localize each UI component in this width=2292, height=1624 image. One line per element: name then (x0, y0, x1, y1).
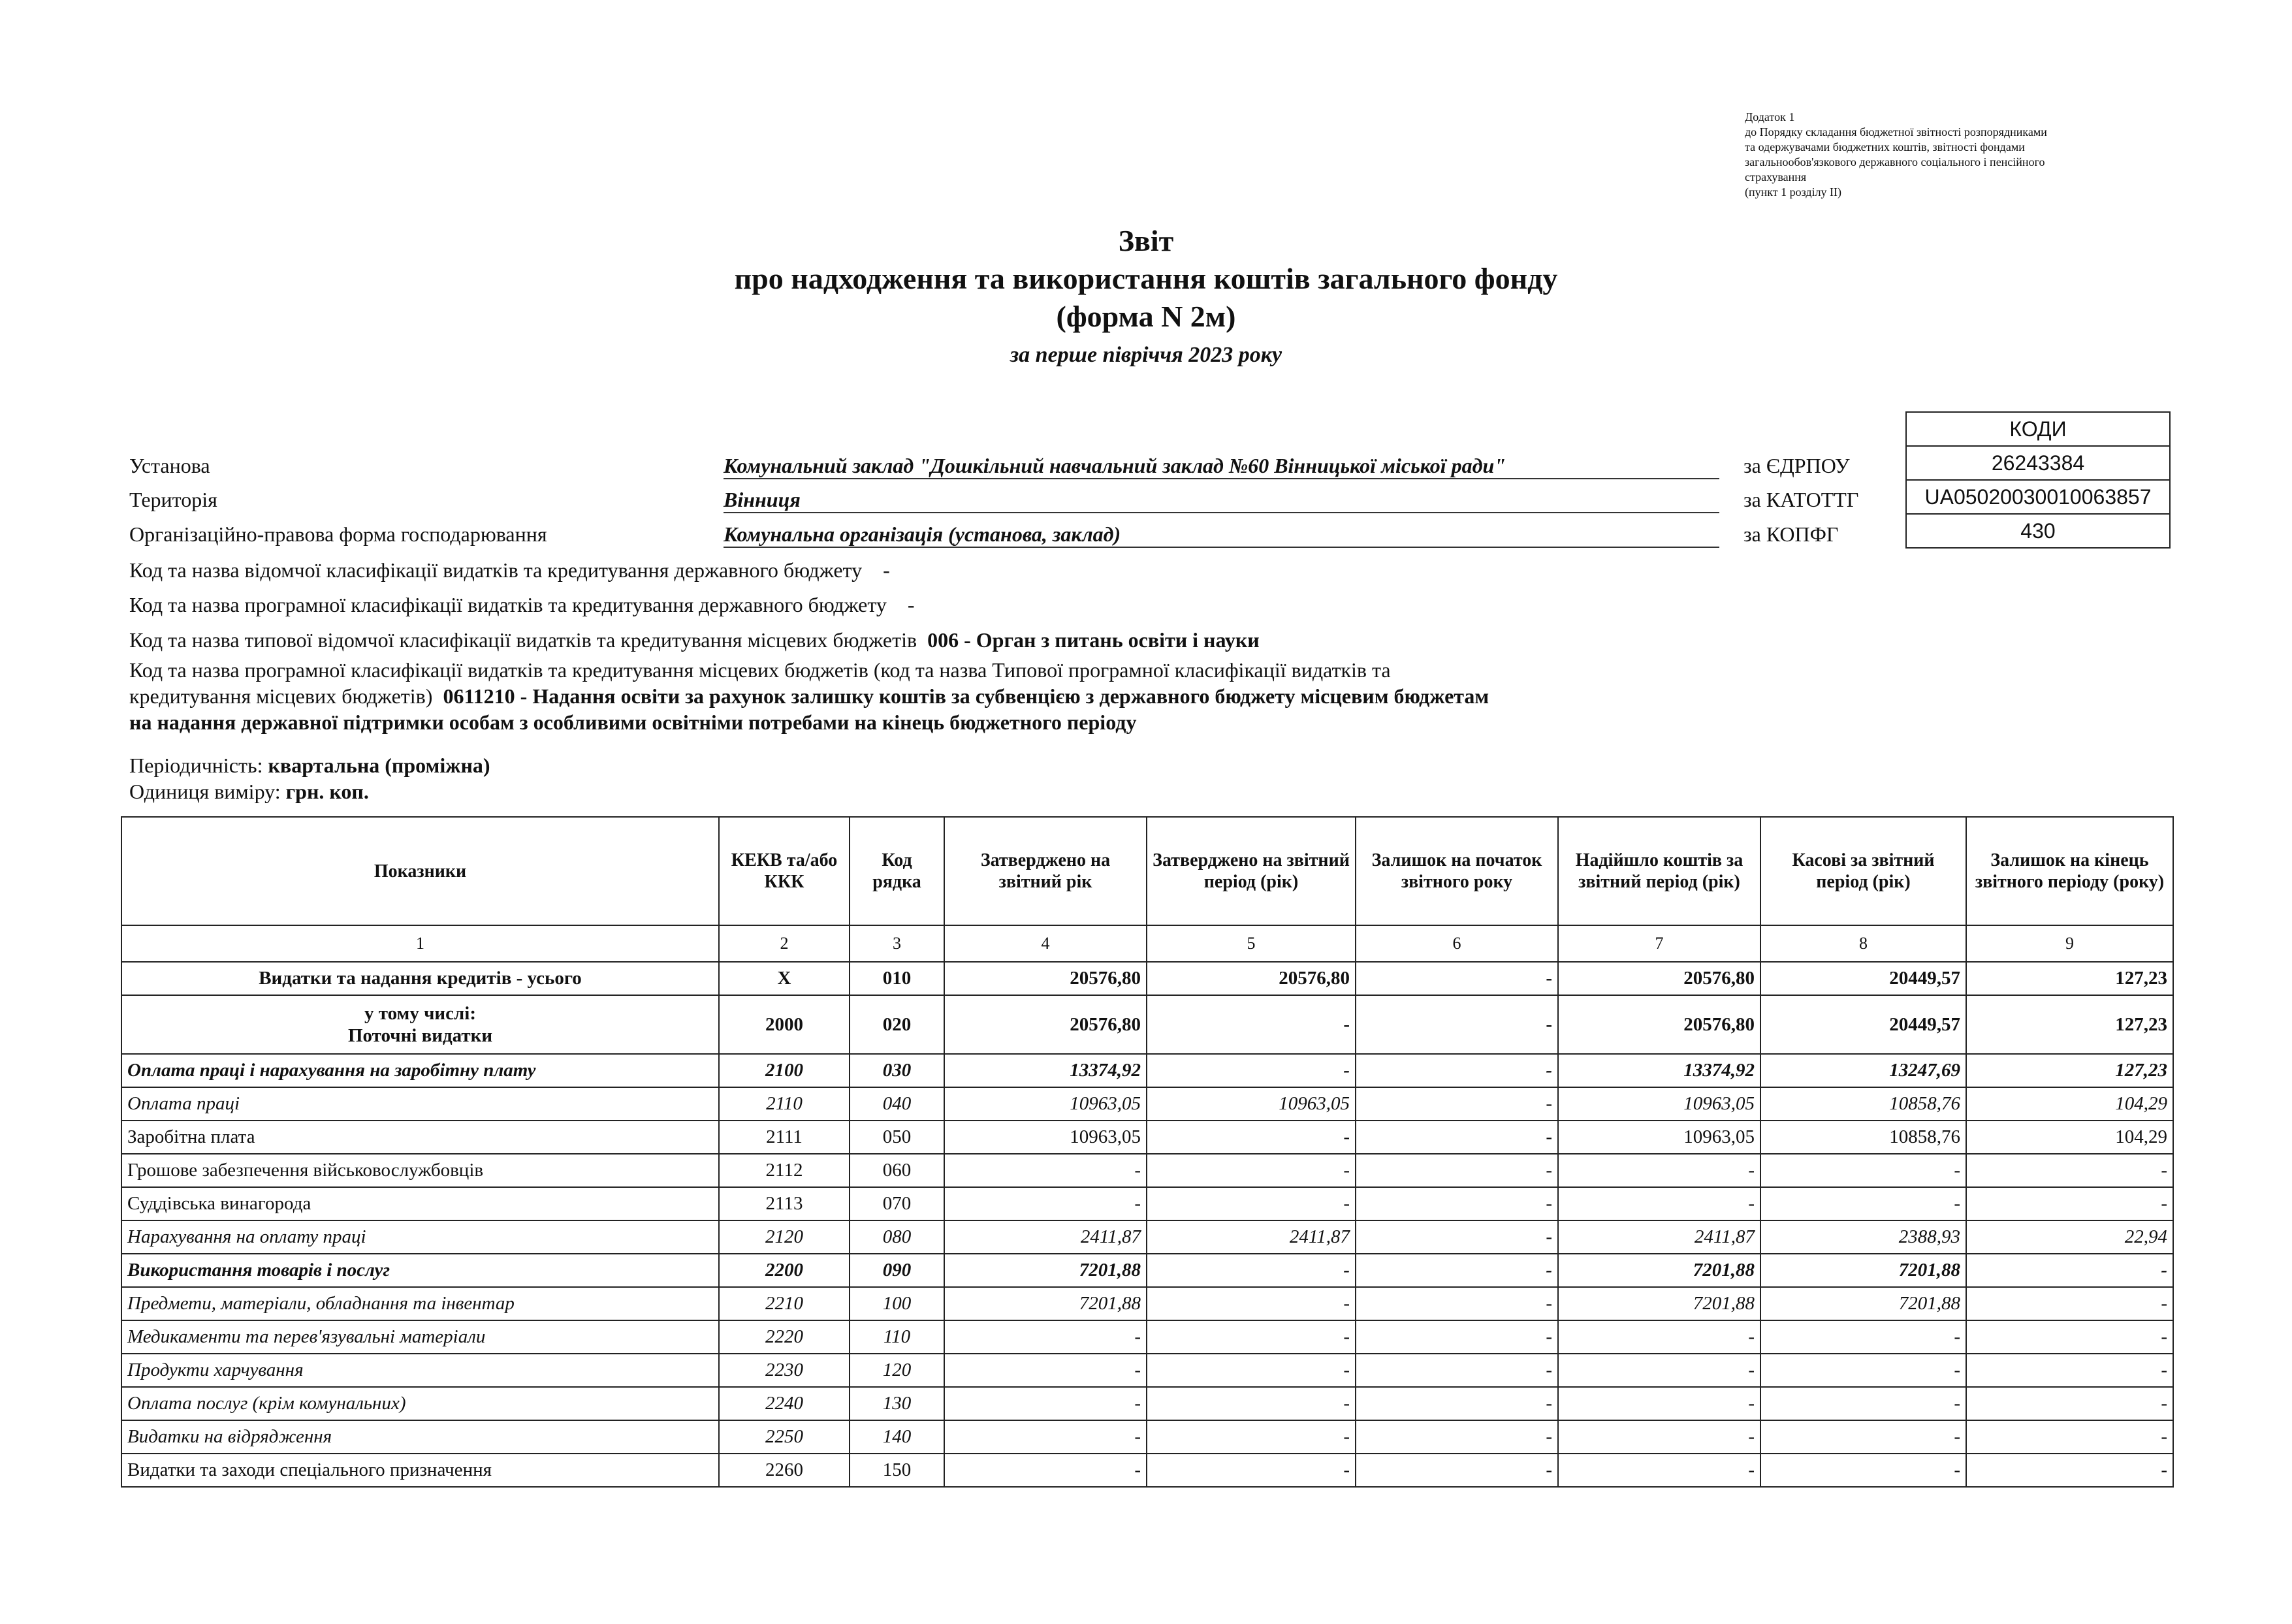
table-row (121, 1121, 2173, 1154)
dept-classification (129, 557, 1729, 583)
report-table (121, 816, 2174, 1488)
row-value: - (1356, 962, 1558, 995)
row-code: 140 (850, 1420, 944, 1454)
column-number-row (121, 925, 2173, 962)
row-name: Видатки та заходи спеціального призначення (121, 1454, 719, 1487)
territory-za: за КАТОТТГ (1743, 488, 1859, 511)
typical-classification (129, 627, 1729, 653)
local-classification-line2: кредитування місцевих бюджетів) (129, 684, 433, 708)
row-value: - (1966, 1287, 2173, 1320)
periodicity (129, 752, 1729, 778)
row-value: - (1147, 995, 1356, 1054)
row-value: - (1558, 1154, 1760, 1187)
row-value: - (1760, 1454, 1966, 1487)
row-code: 110 (850, 1320, 944, 1354)
row-code: 120 (850, 1354, 944, 1387)
col-number: 1 (121, 925, 719, 962)
row-kekv: 2260 (719, 1454, 850, 1487)
row-value: - (1147, 1054, 1356, 1087)
prog-classification-value: - (907, 593, 915, 616)
row-value: - (1760, 1354, 1966, 1387)
row-code: 090 (850, 1254, 944, 1287)
row-kekv: 2250 (719, 1420, 850, 1454)
row-code: 020 (850, 995, 944, 1054)
row-name: Медикаменти та перев'язувальні матеріали (121, 1320, 719, 1354)
row-value: 127,23 (1966, 962, 2173, 995)
table-row (121, 1287, 2173, 1320)
annex-line: страхування (1745, 170, 1807, 183)
row-value: 7201,88 (1760, 1287, 1966, 1320)
row-value: - (1966, 1454, 2173, 1487)
territory-value: Вінниця (724, 488, 1719, 513)
row-code: 100 (850, 1287, 944, 1320)
row-name-prefix: у тому числі: (364, 1003, 476, 1024)
row-value: - (1760, 1154, 1966, 1187)
row-value: - (1966, 1187, 2173, 1220)
annex-line: Додаток 1 (1745, 110, 1795, 123)
row-kekv: 2220 (719, 1320, 850, 1354)
org-form-label: Організаційно-правова форма господарювання (129, 522, 547, 546)
row-value: - (944, 1420, 1147, 1454)
row-value: - (1356, 1387, 1558, 1420)
row-name: Оплата праці і нарахування на заробітну плату (121, 1054, 719, 1087)
row-value: 104,29 (1966, 1087, 2173, 1121)
row-value: 20576,80 (1147, 962, 1356, 995)
header-balance-end: Залишок на кінець звітного періоду (року) (1966, 817, 2173, 925)
annex-line: загальнообов'язкового державного соціального і пенсійного (1745, 155, 2045, 168)
row-value: - (1356, 1454, 1558, 1487)
row-value: 20576,80 (944, 962, 1147, 995)
col-number: 5 (1147, 925, 1356, 962)
row-code: 070 (850, 1187, 944, 1220)
row-name: Заробітна плата (121, 1121, 719, 1154)
table-row (121, 1087, 2173, 1121)
code-edrpou: 26243384 (1906, 446, 2170, 480)
row-value: 10963,05 (1147, 1087, 1356, 1121)
table-row (121, 1187, 2173, 1220)
row-code: 010 (850, 962, 944, 995)
row-name: Використання товарів і послуг (121, 1254, 719, 1287)
row-value: - (944, 1387, 1147, 1420)
org-form-value: Комунальна організація (установа, заклад) (724, 522, 1719, 548)
row-value: 20576,80 (944, 995, 1147, 1054)
row-kekv: 2112 (719, 1154, 850, 1187)
table-row (121, 1454, 2173, 1487)
row-value: - (1966, 1420, 2173, 1454)
table-row (121, 1320, 2173, 1354)
row-value: - (1760, 1320, 1966, 1354)
row-value: 20449,57 (1760, 962, 1966, 995)
row-value: 13247,69 (1760, 1054, 1966, 1087)
col-number: 3 (850, 925, 944, 962)
row-value: 10963,05 (944, 1121, 1147, 1154)
row-value: - (1356, 1121, 1558, 1154)
row-value: - (1147, 1354, 1356, 1387)
table-row (121, 1154, 2173, 1187)
row-value: 20449,57 (1760, 995, 1966, 1054)
row-value: - (1760, 1420, 1966, 1454)
header-cash: Касові за звітний період (рік) (1760, 817, 1966, 925)
row-value: - (1966, 1154, 2173, 1187)
row-value: 7201,88 (1760, 1254, 1966, 1287)
row-value: 7201,88 (944, 1287, 1147, 1320)
row-value: 127,23 (1966, 995, 2173, 1054)
local-classification-line1: Код та назва програмної класифікації видатків та кредитування місцевих бюджетів (код та назва Типової програмної класифікації видатків та (129, 658, 1391, 682)
row-value: 10963,05 (944, 1087, 1147, 1121)
row-code: 130 (850, 1387, 944, 1420)
territory-label: Територія (129, 488, 217, 511)
periodicity-label: Періодичність: (129, 754, 263, 777)
org-form-za: за КОПФГ (1743, 522, 1839, 546)
row-name: Оплата праці (121, 1087, 719, 1121)
row-value: - (1356, 1254, 1558, 1287)
row-value: 10858,76 (1760, 1121, 1966, 1154)
row-kekv: 2200 (719, 1254, 850, 1287)
code-kopfg: 430 (1906, 514, 2170, 548)
row-value: - (944, 1187, 1147, 1220)
row-code: 080 (850, 1220, 944, 1254)
table-row (121, 1387, 2173, 1420)
row-value: - (1356, 1320, 1558, 1354)
report-period: за перше півріччя 2023 року (1010, 343, 1282, 367)
row-value: - (944, 1454, 1147, 1487)
row-value: 10963,05 (1558, 1087, 1760, 1121)
row-kekv: 2230 (719, 1354, 850, 1387)
header-indicators: Показники (121, 817, 719, 925)
table-row (121, 1254, 2173, 1287)
row-value: - (1356, 995, 1558, 1054)
row-kekv: 2120 (719, 1220, 850, 1254)
unit-label: Одиниця виміру: (129, 780, 281, 803)
row-value: 2411,87 (1558, 1220, 1760, 1254)
row-value: - (1966, 1254, 2173, 1287)
row-kekv: 2100 (719, 1054, 850, 1087)
row-value: 22,94 (1966, 1220, 2173, 1254)
local-classification (129, 657, 1729, 735)
annex-line: та одержувачами бюджетних коштів, звітності фондами (1745, 140, 2025, 153)
col-number: 9 (1966, 925, 2173, 962)
row-name: Предмети, матеріали, обладнання та інвентар (121, 1287, 719, 1320)
local-classification-value-cont: на надання державної підтримки особам з особливими освітніми потребами на кінець бюджетного періоду (129, 710, 1137, 734)
local-classification-value: 0611210 - Надання освіти за рахунок залишку коштів за субвенцією з державного бюджету місцевим бюджетам (443, 684, 1489, 708)
row-value: 7201,88 (1558, 1287, 1760, 1320)
row-value: - (1558, 1320, 1760, 1354)
row-name: Суддівська винагорода (121, 1187, 719, 1220)
codes-header: КОДИ (1906, 412, 2170, 446)
table-row (121, 1420, 2173, 1454)
row-value: - (1760, 1187, 1966, 1220)
typical-classification-value: 006 - Орган з питань освіти і науки (927, 628, 1260, 652)
col-number: 4 (944, 925, 1147, 962)
row-value: 10963,05 (1558, 1121, 1760, 1154)
row-value: - (1558, 1354, 1760, 1387)
typical-classification-label: Код та назва типової відомчої класифікації видатків та кредитування місцевих бюджетів (129, 628, 917, 652)
row-kekv: 2111 (719, 1121, 850, 1154)
row-code: 060 (850, 1154, 944, 1187)
row-name: Видатки на відрядження (121, 1420, 719, 1454)
row-value: 20576,80 (1558, 995, 1760, 1054)
table-row (121, 1354, 2173, 1387)
row-value: 20576,80 (1558, 962, 1760, 995)
prog-classification-label: Код та назва програмної класифікації видатків та кредитування державного бюджету (129, 593, 887, 616)
row-value: 13374,92 (1558, 1054, 1760, 1087)
codes-table (1905, 411, 2171, 549)
table-header-row (121, 817, 2173, 925)
row-kekv: 2110 (719, 1087, 850, 1121)
row-value: 104,29 (1966, 1121, 2173, 1154)
row-value: - (1147, 1454, 1356, 1487)
row-value: - (1966, 1354, 2173, 1387)
row-name: Продукти харчування (121, 1354, 719, 1387)
row-value: - (1356, 1187, 1558, 1220)
prog-classification (129, 592, 1729, 618)
row-value: 2411,87 (944, 1220, 1147, 1254)
row-value: - (1966, 1320, 2173, 1354)
col-number: 7 (1558, 925, 1760, 962)
row-value: 10858,76 (1760, 1087, 1966, 1121)
row-value: - (1147, 1320, 1356, 1354)
row-value: - (1356, 1087, 1558, 1121)
table-row (121, 962, 2173, 995)
row-value: 2388,93 (1760, 1220, 1966, 1254)
row-name: Видатки та надання кредитів - усього (121, 962, 719, 995)
row-value: - (1356, 1054, 1558, 1087)
row-value: - (944, 1154, 1147, 1187)
row-value: - (1356, 1154, 1558, 1187)
row-value: - (1356, 1287, 1558, 1320)
unit (129, 778, 1729, 804)
row-code: 050 (850, 1121, 944, 1154)
annex-line: до Порядку складання бюджетної звітності розпорядниками (1745, 125, 2047, 138)
row-name (121, 995, 719, 1054)
row-kekv: 2113 (719, 1187, 850, 1220)
institution-value: Комунальний заклад "Дошкільний навчальний заклад №60 Вінницької міської ради" (724, 454, 1719, 479)
institution-za: за ЄДРПОУ (1743, 454, 1850, 477)
row-value: 7201,88 (944, 1254, 1147, 1287)
report-subtitle: про надходження та використання коштів загального фонду (734, 262, 1558, 295)
header-approved-year: Затверджено на звітний рік (944, 817, 1147, 925)
row-value: - (1356, 1420, 1558, 1454)
row-value: 127,23 (1966, 1054, 2173, 1087)
row-value: 7201,88 (1558, 1254, 1760, 1287)
unit-value: грн. коп. (285, 780, 369, 803)
row-value: - (1760, 1387, 1966, 1420)
row-code: 150 (850, 1454, 944, 1487)
row-kekv: 2210 (719, 1287, 850, 1320)
row-value: - (1558, 1454, 1760, 1487)
row-value: - (1147, 1154, 1356, 1187)
table-row (121, 1220, 2173, 1254)
row-kekv: 2000 (719, 995, 850, 1054)
row-kekv: X (719, 962, 850, 995)
row-name: Нарахування на оплату праці (121, 1220, 719, 1254)
row-value: - (1147, 1420, 1356, 1454)
table-row (121, 995, 2173, 1054)
annex-note (1745, 110, 2189, 200)
row-value: - (1147, 1121, 1356, 1154)
code-katottg: UA05020030010063857 (1906, 480, 2170, 514)
row-value: - (944, 1354, 1147, 1387)
report-title: Звіт (1118, 224, 1174, 257)
col-number: 8 (1760, 925, 1966, 962)
institution-label: Установа (129, 454, 210, 477)
dept-classification-label: Код та назва відомчої класифікації видатків та кредитування державного бюджету (129, 558, 863, 582)
row-name: Грошове забезпечення військовослужбовців (121, 1154, 719, 1187)
dept-classification-value: - (883, 558, 890, 582)
report-form: (форма N 2м) (1056, 300, 1236, 333)
row-value: 2411,87 (1147, 1220, 1356, 1254)
row-value: - (1558, 1387, 1760, 1420)
row-value: - (1147, 1254, 1356, 1287)
row-name-main: Поточні видатки (347, 1025, 493, 1046)
row-value: - (1558, 1420, 1760, 1454)
annex-line: (пункт 1 розділу II) (1745, 185, 1842, 199)
header-received: Надійшло коштів за звітний період (рік) (1558, 817, 1760, 925)
row-value: - (1356, 1354, 1558, 1387)
row-value: - (1558, 1187, 1760, 1220)
row-code: 040 (850, 1087, 944, 1121)
row-code: 030 (850, 1054, 944, 1087)
row-value: - (1147, 1387, 1356, 1420)
col-number: 6 (1356, 925, 1558, 962)
header-kekv: КЕКВ та/або ККК (719, 817, 850, 925)
header-balance-start: Залишок на початок звітного року (1356, 817, 1558, 925)
row-name: Оплата послуг (крім комунальних) (121, 1387, 719, 1420)
periodicity-value: квартальна (проміжна) (268, 754, 490, 777)
row-value: 13374,92 (944, 1054, 1147, 1087)
row-value: - (1147, 1187, 1356, 1220)
row-kekv: 2240 (719, 1387, 850, 1420)
col-number: 2 (719, 925, 850, 962)
row-value: - (1147, 1287, 1356, 1320)
header-row-code: Код рядка (850, 817, 944, 925)
row-value: - (1966, 1387, 2173, 1420)
header-approved-period: Затверджено на звітний період (рік) (1147, 817, 1356, 925)
table-row (121, 1054, 2173, 1087)
row-value: - (944, 1320, 1147, 1354)
row-value: - (1356, 1220, 1558, 1254)
